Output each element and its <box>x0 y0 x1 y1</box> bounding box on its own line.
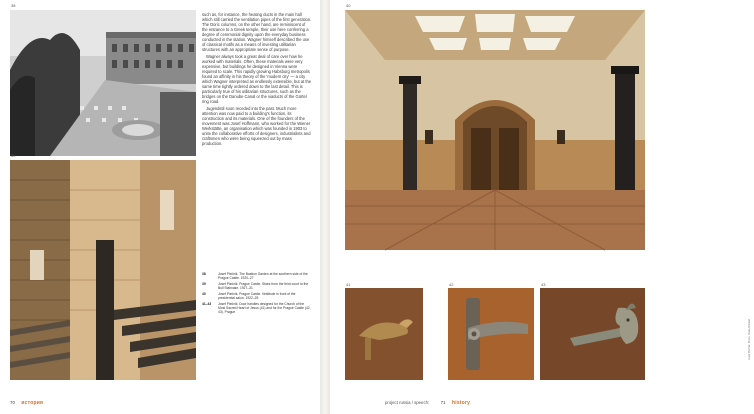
caption-item <box>202 282 312 290</box>
page-number: 70 <box>10 400 16 405</box>
caption-item <box>202 272 312 280</box>
right-page <box>330 0 751 414</box>
left-footer <box>10 400 43 406</box>
section-title: history <box>451 400 471 406</box>
caption-text: Josef Plečnik. Door handles designed for the Church of the Most Sacred Heart of Jesus (41) and for the Prague Castle (42, 43). Prague <box>218 302 311 314</box>
caption-text: Josef Plečnik. Prague Castle. Stairs from the third court to the Bull Staircase. 1927–31 <box>218 282 309 290</box>
caption-number: 38 <box>202 272 206 276</box>
photo-castle-garden <box>10 10 196 156</box>
page-gutter <box>320 0 330 414</box>
caption-text: Josef Plečnik. The Bastion Garden at the southern side of the Prague Castle. 1920–27 <box>218 272 308 280</box>
article-paragraph: Jugendstil soon receded into the past. Much more attention was now paid to a building's function, its construction and its materials. One of the founders of the movement was Josef Hoffmann, who worked for the Wiener Werkstätte, an organisation which was founded in 1903 to unite the collaborative efforts of designers, industrialists and craftsmen who were being squeezed out by mass production. <box>202 106 311 146</box>
photo-number-40: 40 <box>346 3 351 8</box>
article-paragraph: Wagner always took a great deal of care over how he worked with materials. Often, these materials were very expensive, but buildings he designed in Vienna were required to scale. This rapidly growing Habsburg metropolis found an affinity in his theory of the 'modern city' — a city which Wagner interpreted as endlessly extensible, but at the same time tightly ordered down to the last detail. This is particularly true of his utilitarian structures, such as the bridges on the Danube Canal or the viaducts of the Gürtel ring road. <box>202 54 312 104</box>
photo-door-handle-bird <box>345 288 423 380</box>
page-number: 71 <box>440 400 446 405</box>
photo-number-39: 39 <box>11 153 16 158</box>
photo-castle-stairs <box>10 160 196 380</box>
photo-vestibule <box>345 10 645 250</box>
photo-number-43: 43 <box>541 282 546 287</box>
photo-door-handle-ornamental <box>448 288 534 380</box>
right-footer <box>385 400 470 406</box>
photo-number-42: 42 <box>449 282 454 287</box>
photo-captions <box>202 272 312 316</box>
caption-number: 41–43 <box>202 302 212 306</box>
caption-number: 39 <box>202 282 206 286</box>
section-title: история <box>21 400 44 406</box>
photo-credit: Josef Plečnik. Photo: Vlado Bohdan <box>748 318 751 360</box>
photo-door-handle-horse <box>540 288 645 380</box>
caption-number: 40 <box>202 292 206 296</box>
photo-number-41: 41 <box>346 282 351 287</box>
article-paragraph: such as, for instance, the heating ducts in the main hall which still carried the ventilation pipes of the first generation. The Doric columns, on the other hand, are reminiscent of the entrance to a Greek temple, their use here conferring a degree of ceremonial dignity upon the everyday business conducted in the station. Wagner himself described the use of classical motifs as a means of investing utilitarian structures with an appropriate sense of purpose. <box>202 12 312 52</box>
journal-name: project russia / speech: <box>385 400 430 405</box>
photo-number-38: 38 <box>11 3 16 8</box>
left-page <box>0 0 320 414</box>
article-body <box>202 12 312 148</box>
caption-text: Josef Plečnik. Prague Castle. Vestibule in front of the presidential salon. 1922–25 <box>218 292 296 300</box>
caption-item <box>202 292 312 300</box>
caption-item <box>202 302 312 314</box>
